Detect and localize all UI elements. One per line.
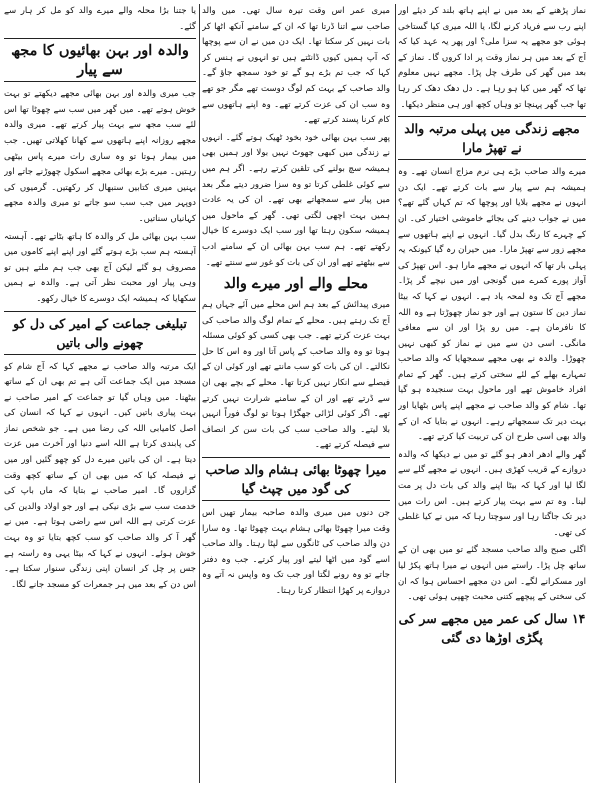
- section-heading: تبلیغی جماعت کے امیر کی دل کو چھونے والی باتیں: [4, 311, 196, 355]
- paragraph: گھر والے ادھر ادھر ہو گئے تو میں نے دیکھا کہ والدہ دروازے کے قریب کھڑی ہیں۔ انہوں نے مجھے گلے سے لگا لیا اور کہا کہ بیٹا اپنے والد کی بات دل پر مت لینا۔ وہ تم سے بہت پیار کرتے ہیں۔ اس رات میں دیر تک جاگتا رہا اور سوچتا رہا کہ میں نے کیا غلطی کی تھی۔: [398, 449, 586, 538]
- paragraph: یا جتنا بڑا محلہ والے میرے والد کو مل کر ہار سے گئے۔: [4, 6, 196, 32]
- section-heading: مجھے زندگی میں پہلی مرتبہ والد نے تھپڑ مارا: [398, 116, 586, 160]
- section-heading: میرا چھوٹا بھائی ہشام والد صاحب کی گود میں چپٹ گیا: [202, 457, 390, 501]
- paragraph: سب بہن بھائی مل کر والدہ کا ہاتھ بٹاتے تھے۔ آہستہ آہستہ ہم سب بڑے ہوتے گئے اور اپنے اپنے کاموں میں مصروف ہو گئے لیکن آج بھی جب ہم ملتے ہیں تو وہی پیار اور محبت نظر آتی ہے۔ والدہ نے ہمیں سکھایا کہ ہمیشہ ایک دوسرے کا خیال رکھو۔: [4, 231, 196, 304]
- paragraph: ایک مرتبہ والد صاحب نے مجھے کہا کہ آج شام کو مسجد میں ایک جماعت آئی ہے تم بھی ان کے ساتھ بیٹھنا۔ میں وہاں گیا تو جماعت کے امیر صاحب نے بہت پیاری باتیں کیں۔ انہوں نے کہا کہ انسان کی اصل کامیابی اللہ کی رضا میں ہے۔ جو شخص نماز کی پابندی کرتا ہے اللہ اسے دنیا اور آخرت میں عزت دیتا ہے۔ ان کی باتیں میرے دل کو چھو گئیں اور میں نے فیصلہ کیا کہ میں بھی ان کے ساتھ کچھ وقت گزاروں گا۔ امیر صاحب نے بتایا کہ ماں باپ کی خدمت سب سے بڑی نیکی ہے اور جو اولاد والدین کی عزت کرتی ہے اللہ اس سے راضی ہوتا ہے۔ میں نے گھر آ کر والد صاحب کو سب کچھ بتایا تو وہ بہت خوش ہوئے۔ انہوں نے کہا کہ بیٹا یہی وہ راستہ ہے جس پر چل کر انسان اپنی زندگی سنوار سکتا ہے۔ اس دن کے بعد میں ہر جمعرات کو مسجد جانے لگا۔: [4, 361, 196, 590]
- paragraph: نماز پڑھنے کے بعد میں نے اپنے ہاتھ بلند کر دیئے اور اپنے رب سے فریاد کرنے لگا، یا اللہ میری کیا گستاخی ہوئی جو مجھے یہ سزا ملی؟ اور پھر یہ عہد کیا کہ آج کے بعد میں ہر نماز وقت پر ادا کروں گا۔ نماز کے بعد میں گھر کی طرف چل پڑا۔ مجھے نہیں معلوم تھا کہ گھر میں کیا ہو رہا ہے۔ دل دھک دھک کر رہا تھا جب گھر پہنچا تو وہاں کچھ اور ہی منظر دیکھا۔: [398, 6, 586, 110]
- paragraph: جن دنوں میں میری والدہ صاحبہ بیمار تھیں اس وقت میرا چھوٹا بھائی ہشام بہت چھوٹا تھا۔ وہ سارا دن والد صاحب کی ٹانگوں سے لپٹا رہتا۔ والد صاحب اسے گود میں اٹھا لیتے اور پیار کرتے۔ جب وہ دفتر جاتے تو وہ رونے لگتا اور جب تک وہ واپس نہ آتے وہ دروازے پر کھڑا انتظار کرتا رہتا۔: [202, 508, 390, 596]
- column-divider: [199, 4, 200, 783]
- paragraph: میرے والد صاحب بڑے ہی نرم مزاج انسان تھے۔ وہ ہمیشہ ہم سے پیار سے بات کرتے تھے۔ ایک دن انہوں نے مجھے بلایا اور پوچھا کہ تم کہاں گئے تھے؟ میں نے جواب دینے کی بجائے خاموشی اختیار کی۔ ان کے چہرے کا رنگ بدل گیا۔ انہوں نے اپنے ہاتھوں سے مجھے زور سے تھپڑ مارا۔ میں حیران رہ گیا کیونکہ یہ پہلی بار تھا کہ انہوں نے مجھے مارا ہو۔ اس تھپڑ کی آواز پورے کمرے میں گونجی اور میں نیچے گر پڑا۔ مجھے آج تک وہ لمحہ یاد ہے۔ انہوں نے کہا کہ بیٹا نماز دین کا ستون ہے اور جو نماز چھوڑتا ہے وہ اللہ کا نافرمان ہے۔ میں رو پڑا اور ان سے معافی مانگی۔ اسی دن سے میں نے نماز کو کبھی نہیں چھوڑا۔ والدہ نے بھی مجھے سمجھایا کہ والد صاحب تمہارے بھلے کے لئے سختی کرتے ہیں۔ گھر کے تمام افراد خاموش تھے اور ماحول بہت سنجیدہ ہو گیا تھا۔ شام کو والد صاحب نے مجھے اپنے پاس بٹھایا اور بہت دیر تک سمجھاتے رہے۔ انہوں نے بتایا کہ ان کے والد بھی اسی طرح ان کی تربیت کیا کرتے تھے۔: [398, 167, 586, 443]
- column-left: [4, 4, 196, 783]
- section-heading: والدہ اور بہن بھائیوں کا مجھ سے پیار: [4, 38, 196, 82]
- paragraph: میری پیدائش کے بعد ہم اس محلے میں آئے جہاں ہم آج تک رہتے ہیں۔ محلے کے تمام لوگ والد صاحب کی بہت عزت کرتے تھے۔ جب بھی کسی کو کوئی مسئلہ ہوتا تو وہ والد صاحب کے پاس آتا اور وہ اس کا حل نکالتے۔ ان کی بات کو سب مانتے تھے اور کوئی ان کے فیصلے سے انکار نہیں کرتا تھا۔ محلے کے بچے بھی ان سے ڈرتے تھے اور ان کے سامنے شرارت نہیں کرتے تھے۔ اگر کوئی لڑائی جھگڑا ہوتا تو لوگ فوراً انہیں بلا لیتے۔ والد صاحب سب کی بات سن کر انصاف سے فیصلہ کرتے تھے۔: [202, 300, 390, 451]
- column-right: [398, 4, 586, 783]
- column-middle: [202, 4, 390, 783]
- section-heading: محلے والے اور میرے والد: [223, 275, 369, 293]
- paragraph: پھر سب بہن بھائی خود بخود ٹھیک ہوتے گئے۔ انہوں نے زندگی میں کبھی جھوٹ نہیں بولا اور ہمیں بھی ہمیشہ سچ بولنے کی تلقین کرتے رہے۔ اگر ہم میں سے کوئی غلطی کرتا تو وہ سزا ضرور دیتے مگر بعد میں پیار سے سمجھاتے بھی تھے۔ ان کی یہ عادت ہمیں بہت اچھی لگتی تھی۔ گھر کے ماحول میں ہمیشہ سکون رہتا تھا اور سب ایک دوسرے کا خیال رکھتے تھے۔ ہم سب بہن بھائی ان کے سامنے ادب سے بیٹھتے تھے اور ان کی بات کو غور سے سنتے تھے۔: [202, 132, 390, 268]
- paragraph: میری عمر اس وقت تیرہ سال تھی۔ میں والد صاحب سے اتنا ڈرتا تھا کہ ان کے سامنے آنکھ اٹھا کر بات نہیں کر سکتا تھا۔ ایک دن میں نے ان سے پوچھا کہ آپ ہمیں کیوں ڈانٹتے ہیں تو انہوں نے ہنس کر کہا کہ جب تم بڑے ہو گے تو خود سمجھ جاؤ گے۔ والد صاحب کے بہت کم لوگ دوست تھے مگر جو تھے وہ سب ان کی عزت کرتے تھے۔ وہ اپنے ہاتھوں سے کام کرنا پسند کرتے تھے۔: [202, 6, 390, 126]
- paragraph: اگلی صبح والد صاحب مسجد گئے تو میں بھی ان کے ساتھ چل پڑا۔ راستے میں انہوں نے میرا ہاتھ پکڑ لیا اور مسکرانے لگے۔ اس دن مجھے احساس ہوا کہ ان کی سختی کے پیچھے کتنی محبت چھپی ہوئی تھی۔: [398, 545, 586, 603]
- section-heading: ۱۴ سال کی عمر میں مجھے سر کی پگڑی اوڑھا دی گئی: [398, 610, 586, 645]
- column-divider: [395, 4, 396, 783]
- paragraph: جب میری والدہ اور بہن بھائی مجھے دیکھتے تو بہت خوش ہوتے تھے۔ میں گھر میں سب سے چھوٹا تھا اس لئے سب مجھ سے بہت پیار کرتے تھے۔ میری والدہ مجھے روزانہ اپنے ہاتھوں سے کھانا کھلاتی تھیں۔ جب میں بیمار ہوتا تو وہ ساری رات میرے پاس بیٹھی رہتیں۔ میرے بڑے بھائی مجھے اسکول چھوڑنے جاتے اور بہنیں میری کتابیں سنبھال کر رکھتیں۔ گرمیوں کی دوپہر میں جب سب سو جاتے تو میری والدہ مجھے کہانیاں سناتیں۔: [4, 89, 196, 224]
